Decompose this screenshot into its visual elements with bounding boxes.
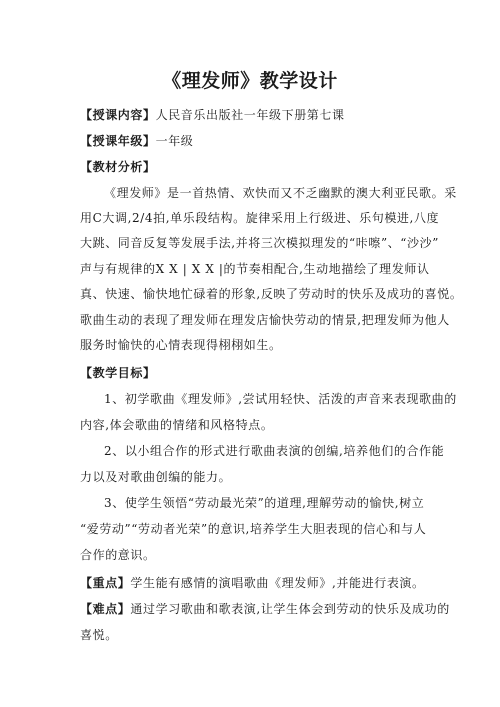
analysis-line: 声与有规律的X X | X X |的节奏相配合,生动地描绘了理发师认: [80, 262, 430, 276]
analysis-line: 用C大调,2/4拍,单乐段结构。旋律采用上行级进、乐句模进,八度: [80, 211, 440, 225]
analysis-line: 真、快速、愉快地忙碌着的形象,反映了劳动时的快乐及成功的喜悦。: [80, 287, 463, 301]
document-title: 《理发师》教学设计: [162, 70, 338, 92]
analysis-line: 服务时愉快的心情表现得栩栩如生。: [80, 338, 282, 352]
goals-heading: 【教学目标】: [80, 366, 156, 380]
difficulty-value: 通过学习歌曲和歌表演,让学生体会到劳动的快乐及成功的: [130, 602, 450, 616]
grade-value: 一年级: [155, 134, 194, 148]
goal-line: 2、以小组合作的形式进行歌曲表演的创编,培养他们的合作能: [104, 444, 445, 458]
goal-line: “爱劳动”“劳动者光荣”的意识,培养学生大胆表现的信心和与人: [80, 522, 427, 536]
goal-line: 内容,体会歌曲的情绪和风格特点。: [80, 418, 274, 432]
key-point-label: 【重点】: [80, 576, 131, 590]
content-row: [80, 107, 440, 123]
analysis-line: 歌曲生动的表现了理发师在理发店愉快劳动的情景,把理发师为他人: [80, 313, 450, 327]
grade-row: [80, 133, 440, 149]
analysis-line: 大跳、同音反复等发展手法,并将三次模拟理发的“咔嚓”、“沙沙”: [80, 236, 439, 250]
goal-line: 合作的意识。: [80, 548, 156, 562]
difficulty-label: 【难点】: [80, 602, 131, 616]
goal-line: 3、使学生领悟“劳动最光荣”的道理,理解劳动的愉快,树立: [104, 496, 425, 510]
difficulty-continuation: 喜悦。: [80, 628, 118, 642]
goal-line: 力以及对歌曲创编的能力。: [80, 470, 232, 484]
key-point-row: [80, 575, 440, 591]
analysis-heading: 【教材分析】: [80, 160, 156, 174]
goal-line: 1、初学歌曲《理发师》,尝试用轻快、活泼的声音来表现歌曲的: [104, 392, 457, 406]
content-label: 【授课内容】: [80, 108, 156, 122]
key-point-value: 学生能有感情的演唱歌曲《理发师》,并能进行表演。: [130, 576, 425, 590]
difficulty-row: [80, 601, 450, 617]
grade-label: 【授课年级】: [80, 134, 156, 148]
analysis-line: 《理发师》是一首热情、欢快而又不乏幽默的澳大利亚民歌。采: [104, 186, 457, 200]
content-value: 人民音乐出版社一年级下册第七课: [155, 108, 345, 122]
